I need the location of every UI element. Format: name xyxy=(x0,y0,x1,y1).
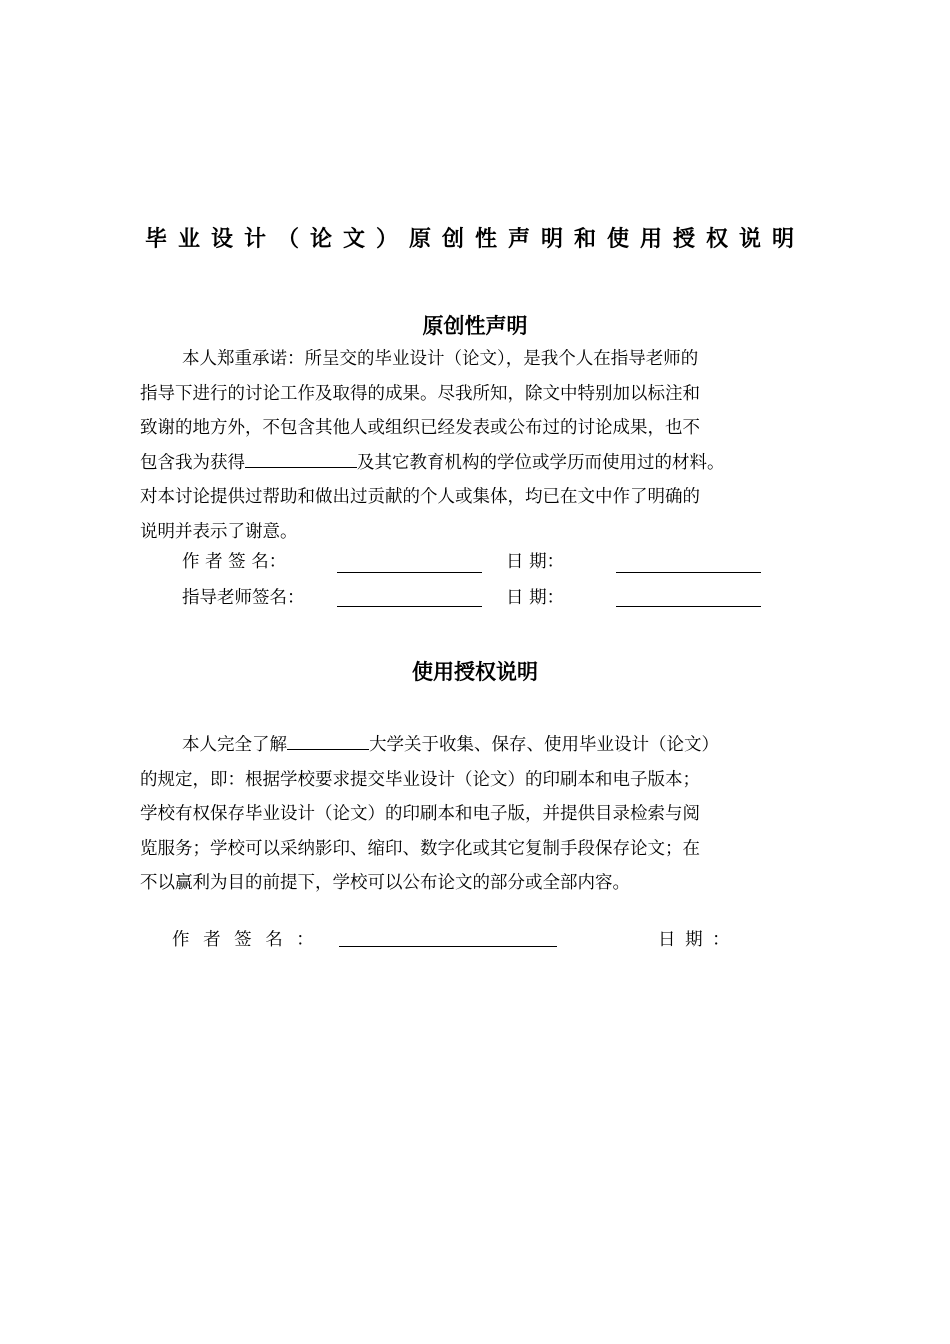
originality-paragraph xyxy=(140,342,856,549)
author-date-label: 日 期： xyxy=(506,552,565,572)
university-blank-field[interactable] xyxy=(287,732,369,750)
authorization-line-3: 学校有权保存毕业设计（论文）的印刷本和电子版，并提供目录检索与阅 xyxy=(140,804,700,824)
authorization-line-1 xyxy=(140,728,856,763)
authorization-line-1-prefix: 本人完全了解 xyxy=(182,735,287,755)
originality-line-5: 对本讨论提供过帮助和做出过贡献的个人或集体，均已在文中作了明确的 xyxy=(140,487,700,507)
author-signature-label: 作 者 签 名： xyxy=(182,552,287,572)
authorization-paragraph xyxy=(140,728,856,901)
authorization-signature-line[interactable] xyxy=(339,946,557,947)
originality-heading: 原创性声明 xyxy=(422,314,528,338)
authorization-author-label: 作 者 签 名 ： xyxy=(172,930,318,950)
authorization-line-4: 览服务；学校可以采纳影印、缩印、数字化或其它复制手段保存论文；在 xyxy=(140,838,700,859)
authorization-line-2: 的规定，即：根据学校要求提交毕业设计（论文）的印刷本和电子版本； xyxy=(140,769,700,790)
document-title: 毕业设计（论文）原创性声明和使用授权说明 xyxy=(144,227,805,252)
authorization-line-1-suffix: 大学关于收集、保存、使用毕业设计（论文） xyxy=(369,735,719,755)
originality-line-1: 本人郑重承诺：所呈交的毕业设计（论文），是我个人在指导老师的 xyxy=(182,349,699,369)
originality-line-6: 说明并表示了谢意。 xyxy=(140,521,298,542)
originality-line-2: 指导下进行的讨论工作及取得的成果。尽我所知，除文中特别加以标注和 xyxy=(140,383,700,404)
authorization-heading: 使用授权说明 xyxy=(412,660,538,684)
degree-blank-field[interactable] xyxy=(245,450,357,468)
originality-line-4 xyxy=(140,446,856,481)
advisor-date-label: 日 期： xyxy=(506,588,565,608)
advisor-signature-line[interactable] xyxy=(337,606,482,607)
originality-line-3: 致谢的地方外，不包含其他人或组织已经发表或公布过的讨论成果，也不 xyxy=(140,418,700,438)
originality-line-4-prefix: 包含我为获得 xyxy=(140,452,245,473)
authorization-date-label: 日 期 ： xyxy=(658,930,732,950)
advisor-signature-label: 指导老师签名： xyxy=(182,588,305,608)
authorization-line-5: 不以赢利为目的前提下，学校可以公布论文的部分或全部内容。 xyxy=(140,873,630,893)
author-signature-line[interactable] xyxy=(337,572,482,573)
originality-line-4-suffix: 及其它教育机构的学位或学历而使用过的材料。 xyxy=(357,452,725,473)
author-date-line[interactable] xyxy=(616,572,761,573)
advisor-date-line[interactable] xyxy=(616,606,761,607)
